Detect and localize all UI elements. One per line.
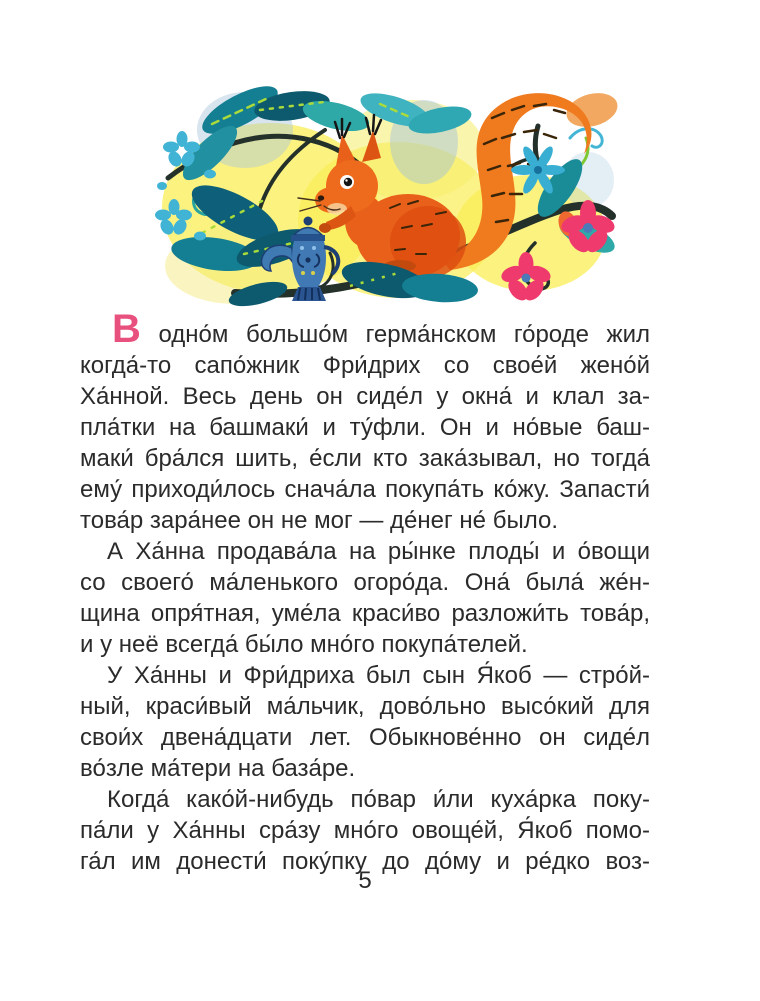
paragraph bbox=[80, 536, 650, 660]
text-line: со своего́ ма́ленького огоро́да. Она́ была́ же́н- bbox=[80, 569, 650, 596]
text-line: га́л им донести́ поку́пку до до́му и ре́дко воз- bbox=[80, 848, 650, 875]
text-line: ему́ приходи́лось снача́ла покупа́ть ко́жу. Запасти́ bbox=[80, 476, 650, 503]
text-line: У Ха́нны и Фри́дриха был сын Я́коб — стро́й- bbox=[107, 662, 650, 689]
paragraph bbox=[80, 784, 650, 877]
squirrel-illustration bbox=[140, 58, 622, 308]
text-line: свои́х двена́дцати лет. Обыкнове́нно он сиде́л bbox=[80, 724, 650, 751]
text-line: това́р зара́нее он не мог — де́нег не́ было. bbox=[80, 507, 558, 534]
text-line: когда́-то сапо́жник Фри́дрих со свое́й жено́й bbox=[80, 352, 650, 379]
text-line: и у неё всегда́ бы́ло мно́го покупа́телей. bbox=[80, 631, 528, 658]
drop-cap: В bbox=[112, 307, 141, 351]
page-number: 5 bbox=[358, 867, 372, 894]
text-line: па́ли у Ха́нны сра́зу мно́го овоще́й, Я́коб помо- bbox=[80, 817, 650, 844]
text-span: одно́м большо́м герма́нском го́роде жил bbox=[158, 321, 650, 348]
text-line: щина опря́тная, уме́ла краси́во разложи́ть това́р, bbox=[80, 600, 650, 627]
jug-foot bbox=[292, 287, 326, 301]
squirrel-nose bbox=[318, 195, 324, 200]
text-line: во́зле ма́тери на база́ре. bbox=[80, 755, 356, 782]
squirrel-with-jug-vignette bbox=[140, 58, 622, 308]
story-text bbox=[80, 307, 650, 877]
paragraph bbox=[80, 660, 650, 784]
squirrel-paw bbox=[319, 223, 331, 233]
text-line: А Ха́нна продава́ла на ры́нке плоды́ и о́вощи bbox=[107, 538, 650, 565]
paragraph bbox=[80, 307, 650, 536]
text-line: Ха́нной. Весь день он сиде́л у окна́ и клал за- bbox=[80, 383, 650, 410]
text-line: Когда́ како́й-нибудь по́вар и́ли куха́рка поку- bbox=[107, 786, 650, 813]
text-line: маки́ бра́лся шить, е́сли кто зака́зывал, но тогда́ bbox=[80, 445, 650, 472]
text-line: пла́тки на башмаки́ и ту́фли. Он и но́вые баш- bbox=[80, 414, 650, 441]
text-line: ный, краси́вый ма́льчик, дово́льно высо́кий для bbox=[80, 693, 650, 720]
text-line bbox=[80, 307, 650, 351]
